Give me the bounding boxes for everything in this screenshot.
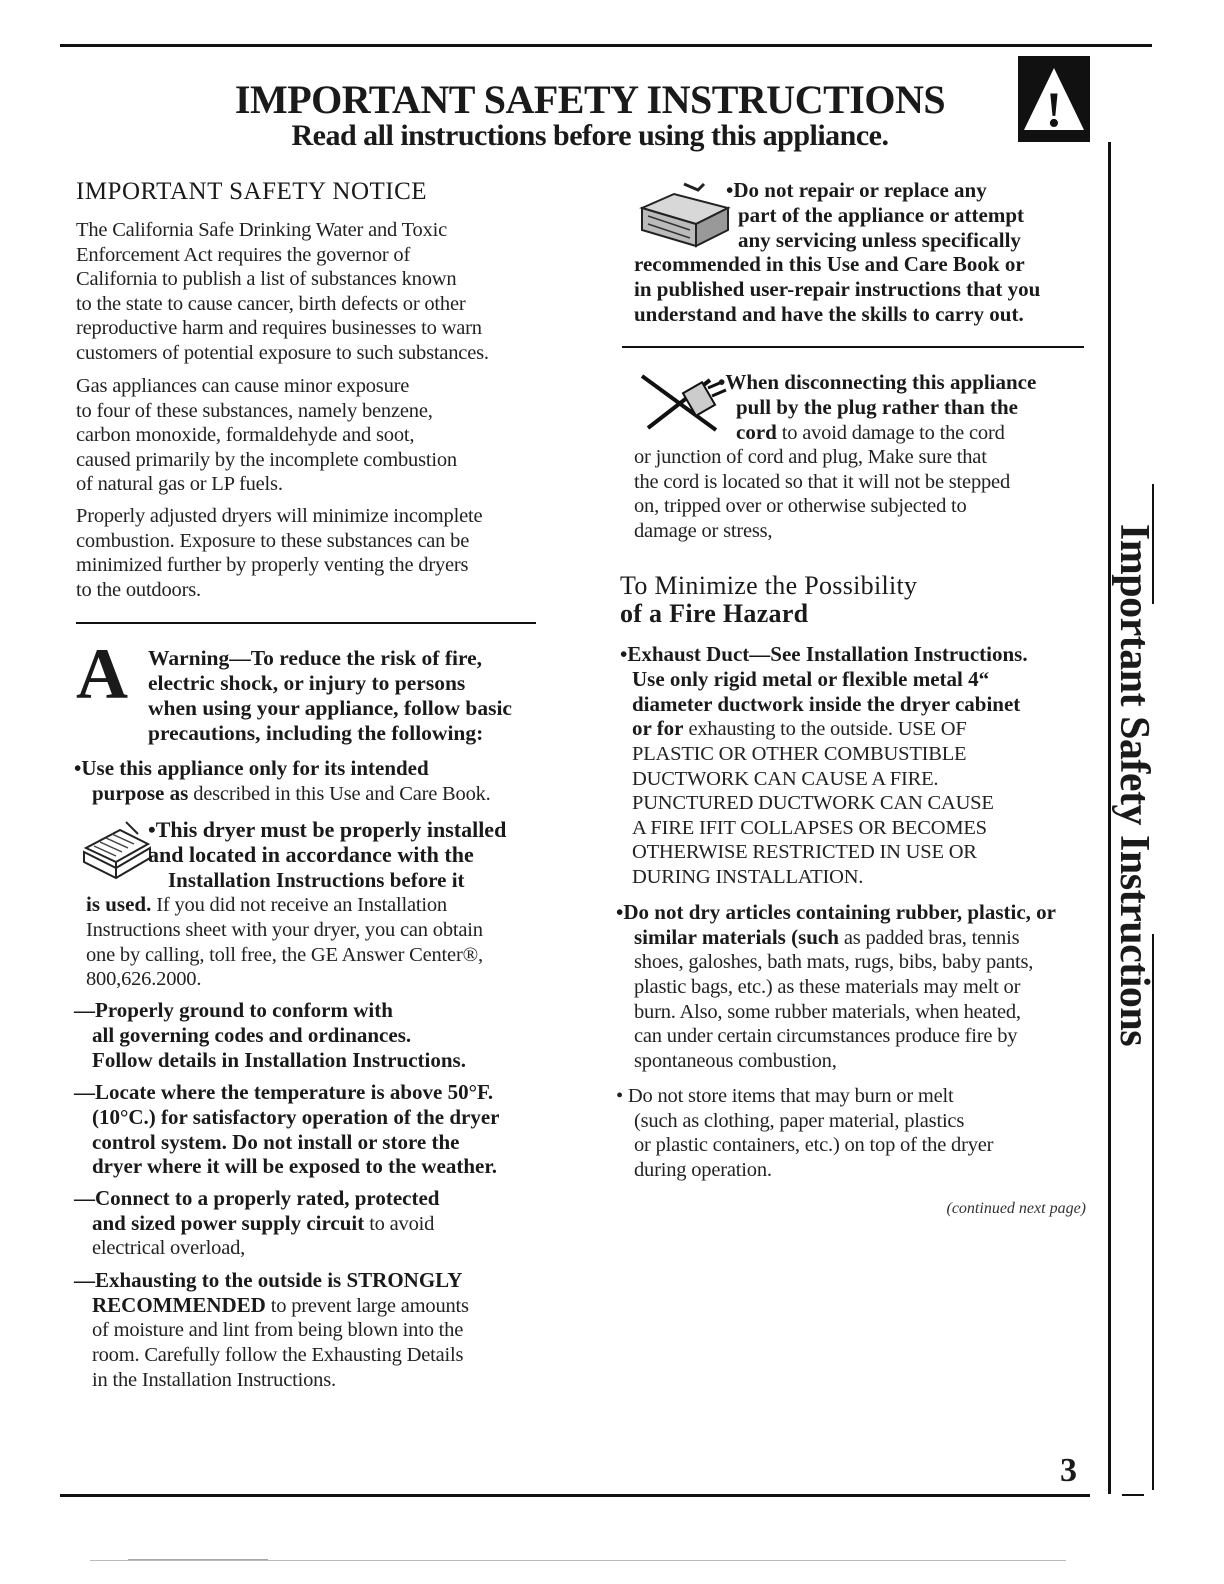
- notice-p3-line: minimized further by properly venting the dryers: [76, 554, 469, 577]
- exhausting-line-1: —Exhausting to the outside is STRONGLY: [74, 1268, 463, 1292]
- top-rule: [60, 44, 1152, 47]
- bottom-rule: [60, 1494, 1090, 1497]
- continued-note: (continued next page): [946, 1200, 1086, 1217]
- connect-line-2-bold: and sized power supply circuit: [92, 1210, 365, 1235]
- notice-p2-line: of natural gas or LP fuels.: [76, 473, 283, 496]
- repair-line: any servicing unless specifically: [738, 227, 1021, 252]
- notice-p1-line: customers of potential exposure to such substances.: [76, 341, 489, 364]
- disconnect-normal-line: on, tripped over or otherwise subjected to: [634, 495, 967, 518]
- install-line-2: and located in accordance with the: [148, 841, 474, 867]
- notice-p2-line: Gas appliances can cause minor exposure: [76, 375, 410, 397]
- repair-line: in published user-repair instructions that you: [634, 277, 1041, 302]
- notice-p1-line: California to publish a list of substances known: [76, 268, 457, 291]
- disconnect-line-3-normal: to avoid damage to the cord: [776, 421, 1005, 444]
- notice-p1-line: The California Safe Drinking Water and Toxic: [76, 219, 448, 241]
- dry-articles-item: [616, 900, 1090, 1073]
- right-divider: [622, 346, 1084, 348]
- exhausting-normal-line: in the Installation Instructions.: [92, 1368, 336, 1391]
- store-line: (such as clothing, paper material, plastics: [634, 1109, 965, 1132]
- duct-line-4-bold: or for: [632, 716, 684, 741]
- duct-line: Use only rigid metal or flexible metal 4“: [632, 666, 990, 691]
- notice-p2-line: caused primarily by the incomplete combustion: [76, 448, 457, 471]
- notice-p2-line: carbon monoxide, formaldehyde and soot,: [76, 424, 415, 447]
- notice-paragraph-1: [76, 218, 546, 366]
- duct-line: diameter ductwork inside the dryer cabinet: [632, 691, 1021, 716]
- warning-line: when using your appliance, follow basic: [148, 696, 512, 720]
- exhausting-item: [74, 1268, 544, 1392]
- ground-item: [74, 998, 544, 1072]
- repair-line: recommended in this Use and Care Book or: [634, 252, 1025, 277]
- notice-p3-line: combustion. Exposure to these substances can be: [76, 529, 470, 552]
- warning-line: electric shock, or injury to persons: [148, 671, 466, 695]
- page-number: 3: [1060, 1452, 1077, 1489]
- store-line: or plastic containers, etc.) on top of the dryer: [634, 1134, 994, 1157]
- locate-line: (10°C.) for satisfactory operation of the dryer: [92, 1104, 500, 1129]
- disconnect-item: [634, 370, 1094, 544]
- notice-heading: IMPORTANT SAFETY NOTICE: [76, 178, 428, 205]
- duct-caps-line: PUNCTURED DUCTWORK CAN CAUSE: [632, 792, 994, 815]
- notice-p2-line: to four of these substances, namely benzene,: [76, 399, 433, 422]
- ground-line: —Properly ground to conform with: [74, 998, 393, 1022]
- connect-item: [74, 1186, 544, 1261]
- notice-paragraph-2: [76, 374, 546, 497]
- connect-line-2-normal: to avoid: [364, 1212, 435, 1235]
- install-line-3: Installation Instructions before it: [168, 867, 465, 892]
- notice-paragraph-3: [76, 504, 546, 602]
- duct-caps-line: OTHERWISE RESTRICTED IN USE OR: [632, 841, 977, 864]
- locate-line: control system. Do not install or store the: [92, 1129, 460, 1154]
- ground-line: Follow details in Installation Instructions.: [92, 1047, 466, 1072]
- fire-heading-line-1: To Minimize the Possibility: [620, 571, 918, 600]
- disconnect-line: •When disconnecting this appliance: [718, 370, 1037, 394]
- use-appliance-item: [74, 756, 544, 806]
- dry-line: •Do not dry articles containing rubber, plastic, or: [616, 900, 1056, 924]
- notice-p1-line: reproductive harm and requires businesses to warn: [76, 317, 482, 340]
- disconnect-normal-line: or junction of cord and plug, Make sure that: [634, 446, 987, 469]
- locate-line: —Locate where the temperature is above 50°F.: [74, 1080, 494, 1104]
- page-subtitle: Read all instructions before using this appliance.: [291, 119, 889, 152]
- bottom-rule-short: [1122, 1494, 1144, 1496]
- warning-paragraph: [148, 646, 548, 746]
- repair-item: [634, 178, 1094, 327]
- warning-exclamation: !: [1045, 81, 1063, 137]
- bottom-faint-rule: [90, 1560, 1066, 1561]
- install-normal-line: 800,626.2000.: [86, 968, 202, 991]
- notice-p3-line: to the outdoors.: [76, 578, 201, 601]
- dry-normal-line: can under certain circumstances produce fire by: [634, 1025, 1018, 1048]
- disconnect-line: pull by the plug rather than the: [736, 394, 1018, 419]
- dry-line-2-bold: similar materials (such: [634, 924, 839, 949]
- locate-item: [74, 1080, 544, 1179]
- dry-normal-line: shoes, galoshes, bath mats, rugs, bibs, baby pants,: [634, 951, 1034, 974]
- exhausting-normal-line: of moisture and lint from being blown into the: [92, 1319, 464, 1342]
- install-normal-line: Instructions sheet with your dryer, you can obtain: [86, 918, 483, 941]
- disconnect-normal-line: damage or stress,: [634, 519, 773, 542]
- install-line-1: •This dryer must be properly installed: [148, 817, 507, 842]
- dry-normal-line: plastic bags, etc.) as these materials may melt or: [634, 975, 1021, 998]
- warning-line: precautions, including the following:: [148, 721, 484, 745]
- duct-caps-line: A FIRE IFIT COLLAPSES OR BECOMES: [632, 816, 987, 839]
- notice-p1-line: to the state to cause cancer, birth defects or other: [76, 292, 466, 315]
- dry-normal-line: burn. Also, some rubber materials, when heated,: [634, 1000, 1021, 1023]
- bottom-faint-rule-blue: [128, 1559, 268, 1560]
- exhausting-line-2-bold: RECOMMENDED: [92, 1292, 266, 1317]
- repair-line: understand and have the skills to carry out.: [634, 301, 1024, 326]
- store-line: during operation.: [634, 1158, 772, 1181]
- store-items-item: [616, 1084, 1090, 1182]
- sidebar-title-text: Important Safety Instructions: [1111, 523, 1157, 1047]
- use-line-2-bold: purpose as: [92, 780, 189, 805]
- notice-p1-line: Enforcement Act requires the governor of: [76, 243, 411, 266]
- fire-heading-line-2: of a Fire Hazard: [620, 599, 809, 628]
- duct-line: •Exhaust Duct—See Installation Instructions.: [620, 642, 1028, 666]
- store-line: • Do not store items that may burn or melt: [616, 1085, 954, 1107]
- left-divider: [76, 622, 536, 624]
- warning-line: Warning—To reduce the risk of fire,: [148, 646, 483, 670]
- repair-line: part of the appliance or attempt: [738, 202, 1024, 227]
- exhausting-normal-line: room. Carefully follow the Exhausting Details: [92, 1343, 464, 1366]
- duct-line-4-normal: exhausting to the outside. USE OF: [683, 718, 967, 741]
- duct-caps-line: DUCTWORK CAN CAUSE A FIRE.: [632, 767, 939, 790]
- install-line-4-normal: If you did not receive an Installation: [151, 894, 447, 917]
- use-line-1: •Use this appliance only for its intended: [74, 756, 429, 780]
- duct-caps-line: DURING INSTALLATION.: [632, 865, 864, 888]
- repair-line: •Do not repair or replace any: [726, 178, 987, 202]
- fire-hazard-heading: [620, 572, 1080, 628]
- disconnect-line-3-bold: cord: [736, 419, 777, 444]
- sidebar-vertical-title: [1111, 523, 1157, 1047]
- use-line-2-normal: described in this Use and Care Book.: [188, 782, 491, 805]
- ground-line: all governing codes and ordinances.: [92, 1022, 412, 1047]
- disconnect-normal-line: the cord is located so that it will not be stepped: [634, 470, 1010, 493]
- connect-line-1: —Connect to a properly rated, protected: [74, 1186, 440, 1210]
- exhausting-line-2-normal: to prevent large amounts: [265, 1294, 469, 1317]
- duct-item: [620, 642, 1090, 890]
- install-item: [86, 818, 546, 992]
- locate-line: dryer where it will be exposed to the weather.: [92, 1154, 497, 1179]
- install-line-4-bold: is used.: [86, 892, 152, 917]
- warning-letter-a: A: [76, 634, 128, 714]
- notice-p3-line: Properly adjusted dryers will minimize incomplete: [76, 505, 483, 527]
- dry-line-2-normal: as padded bras, tennis: [838, 926, 1020, 949]
- page-title: IMPORTANT SAFETY INSTRUCTIONS: [234, 77, 946, 122]
- install-normal-line: one by calling, toll free, the GE Answer Center®,: [86, 943, 483, 966]
- dry-normal-line: spontaneous combustion,: [634, 1049, 837, 1072]
- connect-line-3: electrical overload,: [92, 1237, 246, 1260]
- duct-caps-line: PLASTIC OR OTHER COMBUSTIBLE: [632, 742, 967, 765]
